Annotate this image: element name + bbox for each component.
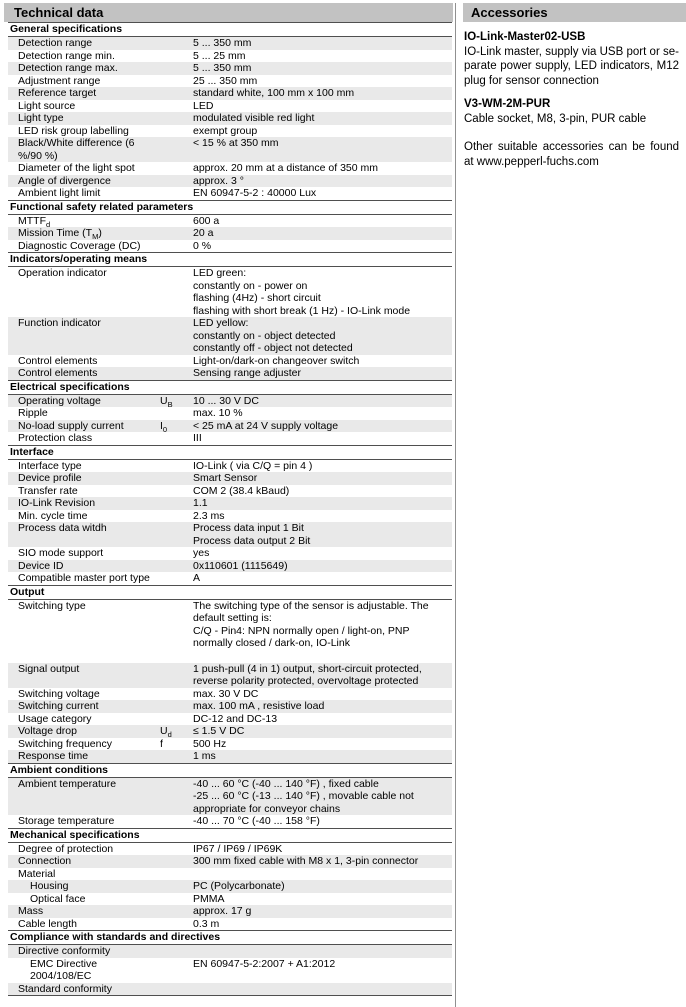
spec-value: 1 ms	[193, 750, 216, 762]
spec-symbol: f	[160, 737, 163, 750]
spec-symbol	[160, 778, 193, 816]
spec-label: Degree of protection	[18, 842, 114, 855]
spec-value: 500 Hz	[193, 737, 227, 750]
spec-row	[8, 112, 452, 125]
spec-value: LED green: constantly on - power on flashing (4Hz) - short circuit flashing with short break (1 Hz) - IO-Link mode	[193, 267, 411, 317]
spec-label: Response time	[18, 750, 89, 762]
spec-label: Signal output	[18, 662, 80, 675]
spec-row	[8, 37, 452, 50]
accessory-name: IO-Link-Master02-USB	[464, 31, 586, 43]
accessory-description: IO-Link master, supply via USB port or separate power supply, LED indicators, M12 plug for sensor connection	[464, 45, 679, 87]
spec-symbol	[160, 945, 193, 958]
accessories-note	[464, 140, 679, 170]
spec-value: 20 a	[193, 227, 214, 239]
section-header	[8, 445, 452, 460]
spec-label: Interface type	[18, 459, 82, 472]
spec-value	[193, 945, 452, 958]
spec-label: Ripple	[18, 407, 48, 419]
spec-row	[8, 905, 452, 918]
spec-symbol	[160, 600, 193, 650]
spec-row	[8, 100, 452, 113]
spec-symbol	[160, 227, 193, 240]
spec-symbol	[160, 460, 193, 473]
spec-label: Min. cycle time	[18, 509, 88, 522]
spec-label: Device profile	[18, 472, 82, 484]
spec-row	[8, 600, 452, 650]
spec-symbol	[160, 175, 193, 188]
spec-label: Black/White difference (6 %/90 %)	[18, 137, 135, 162]
spec-value: 0.3 m	[193, 917, 220, 930]
spec-value: 25 ... 350 mm	[193, 74, 258, 87]
spec-row	[8, 572, 452, 585]
spec-row	[8, 317, 452, 355]
spec-label: Function indicator	[18, 317, 101, 329]
spec-label: Switching frequency	[18, 737, 112, 750]
accessory-description: Cable socket, M8, 3-pin, PUR cable	[464, 112, 647, 125]
spec-value: standard white, 100 mm x 100 mm	[193, 87, 355, 99]
spec-symbol	[160, 317, 193, 355]
accessories-list	[464, 30, 679, 126]
spec-symbol	[160, 485, 193, 498]
spec-symbol	[160, 37, 193, 50]
section-header	[8, 22, 452, 37]
spec-symbol	[160, 983, 193, 996]
technical-data-title: Technical data	[4, 3, 453, 22]
spec-label: Detection range	[18, 37, 93, 49]
spec-label: Operating voltage	[18, 394, 101, 407]
spec-row	[8, 497, 452, 510]
spec-symbol	[160, 918, 193, 931]
spec-label: Switching voltage	[18, 687, 100, 700]
spec-symbol: $U_B$	[160, 394, 173, 409]
spec-label: Adjustment range	[18, 74, 101, 87]
spec-row	[8, 50, 452, 63]
spec-row	[8, 945, 452, 958]
spec-label: Control elements	[18, 367, 98, 379]
spec-symbol	[160, 407, 193, 420]
spec-row	[8, 187, 452, 200]
spec-symbol	[160, 472, 193, 485]
spec-label: Light type	[18, 112, 64, 124]
spec-row	[8, 855, 452, 868]
spec-value: 1 push-pull (4 in 1) output, short-circuit protected, reverse polarity protected, overvoltage protected	[193, 662, 422, 687]
spec-value: PMMA	[193, 892, 225, 905]
spec-symbol	[160, 880, 193, 893]
spec-value: 5 ... 25 mm	[193, 49, 246, 62]
spec-value: 1.1	[193, 497, 208, 509]
spec-symbol	[160, 663, 193, 688]
spec-symbol	[160, 100, 193, 113]
spec-value: 300 mm fixed cable with M8 x 1, 3-pin connector	[193, 855, 419, 867]
section-header	[8, 200, 452, 215]
spec-row	[8, 407, 452, 420]
spec-symbol	[160, 267, 193, 317]
spec-symbol	[160, 958, 193, 983]
table-bottom-border	[8, 995, 452, 996]
spec-symbol	[160, 560, 193, 573]
spec-label: Protection class	[18, 432, 93, 444]
spec-row	[8, 700, 452, 713]
spec-value: DC-12 and DC-13	[193, 712, 278, 725]
spec-row	[8, 868, 452, 881]
spec-row	[8, 958, 452, 983]
spec-label: Optical face	[30, 892, 86, 905]
spec-value: modulated visible red light	[193, 112, 315, 124]
spec-label: Diameter of the light spot	[18, 162, 135, 174]
spec-symbol	[160, 112, 193, 125]
spec-symbol	[160, 750, 193, 763]
spec-value: LED yellow: constantly on - object detected constantly off - object not detected	[193, 317, 353, 354]
spec-row	[8, 815, 452, 828]
spec-label: Ambient temperature	[18, 777, 117, 790]
spec-symbol	[160, 432, 193, 445]
spec-symbol	[160, 187, 193, 200]
spec-label: Detection range max.	[18, 62, 118, 74]
spec-label: Material	[18, 867, 56, 880]
spec-symbol	[160, 240, 193, 253]
row-spacer	[4, 650, 453, 663]
spec-value: max. 10 %	[193, 407, 243, 419]
spec-table	[4, 22, 453, 995]
spec-label: Device ID	[18, 559, 64, 572]
spec-row	[8, 725, 452, 738]
spec-label: Process data witdh	[18, 522, 107, 534]
section-header	[8, 930, 452, 945]
spec-value: 2.3 ms	[193, 509, 225, 522]
section-header-label: General specifications	[10, 23, 123, 35]
spec-label: IO-Link Revision	[18, 497, 96, 509]
spec-label: Cable length	[18, 917, 77, 930]
spec-symbol	[160, 700, 193, 713]
spec-row	[8, 918, 452, 931]
spec-symbol	[160, 688, 193, 701]
spec-row	[8, 432, 452, 445]
spec-value: 5 ... 350 mm	[193, 37, 252, 49]
spec-value: III	[193, 432, 202, 444]
spec-value: -40 ... 60 °C (-40 ... 140 °F) , fixed cable -25 ... 60 °C (-13 ... 140 °F) , movable cable not appropriate for conveyor chains	[193, 777, 414, 815]
spec-symbol	[160, 75, 193, 88]
spec-row	[8, 688, 452, 701]
spec-row	[8, 738, 452, 751]
spec-symbol	[160, 547, 193, 560]
spec-label: $MTTF_d$	[18, 214, 51, 229]
spec-value: approx. 3 °	[193, 174, 244, 187]
spec-label: SIO mode support	[18, 547, 104, 559]
spec-row	[8, 460, 452, 473]
spec-label: Storage temperature	[18, 815, 115, 827]
spec-symbol	[160, 713, 193, 726]
spec-value: Smart Sensor	[193, 472, 258, 484]
spec-label: Usage category	[18, 712, 92, 725]
spec-label: Angle of divergence	[18, 174, 111, 187]
spec-row	[8, 227, 452, 240]
spec-label: Compatible master port type	[18, 572, 150, 584]
spec-symbol: $I_0$	[160, 419, 168, 434]
spec-row	[8, 663, 452, 688]
section-header-label: Ambient conditions	[10, 763, 108, 776]
spec-label: Switching type	[18, 599, 86, 612]
section-header	[8, 828, 452, 843]
spec-row	[8, 175, 452, 188]
spec-symbol	[160, 215, 193, 228]
spec-label: Light source	[18, 99, 76, 112]
spec-row	[8, 395, 452, 408]
section-header-label: Mechanical specifications	[10, 828, 140, 841]
spec-symbol	[160, 162, 193, 175]
section-header	[8, 585, 452, 600]
spec-label: LED risk group labelling	[18, 124, 129, 137]
spec-symbol	[160, 125, 193, 138]
spec-symbol	[160, 843, 193, 856]
spec-label: Reference target	[18, 87, 97, 99]
spec-row	[8, 547, 452, 560]
spec-symbol	[160, 355, 193, 368]
spec-symbol	[160, 522, 193, 547]
spec-row	[8, 420, 452, 433]
spec-row	[8, 215, 452, 228]
spec-row	[8, 240, 452, 253]
accessory-item	[464, 30, 679, 88]
spec-value: approx. 17 g	[193, 905, 252, 917]
spec-value: max. 30 V DC	[193, 687, 259, 700]
spec-value: < 25 mA at 24 V supply voltage	[193, 419, 339, 432]
spec-value: IO-Link ( via C/Q = pin 4 )	[193, 459, 313, 472]
section-header-label: Indicators/operating means	[10, 253, 148, 265]
spec-value: 10 ... 30 V DC	[193, 394, 259, 407]
spec-row	[8, 367, 452, 380]
spec-row	[8, 267, 452, 317]
spec-label: Detection range min.	[18, 49, 115, 62]
section-header-label: Electrical specifications	[10, 380, 130, 393]
accessory-item	[464, 97, 679, 126]
spec-symbol	[160, 855, 193, 868]
accessories-website-link[interactable]: www.pepperl-fuchs.com	[476, 156, 599, 168]
spec-symbol: $U_d$	[160, 725, 172, 740]
spec-label: Mass	[18, 905, 44, 917]
spec-value: 0 %	[193, 239, 212, 252]
spec-row	[8, 510, 452, 523]
spec-value: PC (Polycarbonate)	[193, 880, 285, 892]
section-header	[8, 763, 452, 778]
spec-label: Transfer rate	[18, 484, 78, 497]
spec-value: LED	[193, 99, 214, 112]
spec-value: yes	[193, 547, 210, 559]
spec-value: 600 a	[193, 214, 220, 227]
spec-label: Voltage drop	[18, 725, 77, 737]
spec-value: Sensing range adjuster	[193, 367, 301, 379]
spec-value: < 15 % at 350 mm	[193, 137, 279, 149]
spec-symbol	[160, 50, 193, 63]
spec-symbol	[160, 815, 193, 828]
accessories-body	[463, 22, 686, 170]
section-header-label: Output	[10, 585, 45, 598]
spec-value: EN 60947-5-2 : 40000 Lux	[193, 187, 317, 199]
spec-label: Standard conformity	[18, 982, 112, 995]
spec-value: 0x110601 (1115649)	[193, 559, 288, 572]
spec-row	[8, 522, 452, 547]
spec-value: ≤ 1.5 V DC	[193, 725, 245, 737]
spec-row	[8, 880, 452, 893]
accessories-title: Accessories	[463, 3, 686, 22]
spec-value: Light-on/dark-on changeover switch	[193, 354, 360, 367]
section-header-label: Functional safety related parameters	[10, 200, 194, 213]
spec-label: Ambient light limit	[18, 187, 101, 199]
section-header-label: Interface	[10, 445, 54, 458]
spec-value: EN 60947-5-2:2007 + A1:2012	[193, 957, 336, 970]
accessories-note-text: Other suitable accessories can be found at	[464, 141, 679, 168]
spec-value	[193, 868, 452, 881]
spec-row	[8, 472, 452, 485]
spec-label: Directive conformity	[18, 945, 111, 957]
spec-label: Operation indicator	[18, 267, 107, 279]
column-divider	[455, 3, 456, 1007]
spec-value: exempt group	[193, 124, 258, 137]
spec-label: Connection	[18, 855, 72, 867]
spec-row	[8, 162, 452, 175]
spec-row	[8, 355, 452, 368]
spec-symbol	[160, 510, 193, 523]
spec-row	[8, 983, 452, 996]
spec-symbol	[160, 868, 193, 881]
spec-label: Housing	[30, 880, 69, 892]
spec-row	[8, 485, 452, 498]
spec-value: COM 2 (38.4 kBaud)	[193, 484, 290, 497]
technical-data-panel	[4, 3, 453, 1007]
spec-row	[8, 778, 452, 816]
spec-value: -40 ... 70 °C (-40 ... 158 °F)	[193, 815, 320, 827]
spec-row	[8, 87, 452, 100]
spec-label: EMC Directive 2004/108/EC	[30, 957, 98, 982]
spec-label: No-load supply current	[18, 419, 124, 432]
spec-symbol	[160, 137, 193, 162]
spec-label: Diagnostic Coverage (DC)	[18, 239, 141, 252]
spec-label: Switching current	[18, 700, 99, 712]
spec-row	[8, 560, 452, 573]
spec-value: A	[193, 572, 201, 584]
section-header	[8, 380, 452, 395]
spec-value: 5 ... 350 mm	[193, 62, 252, 74]
spec-row	[8, 62, 452, 75]
spec-value: approx. 20 mm at a distance of 350 mm	[193, 162, 379, 174]
spec-row	[8, 750, 452, 763]
accessory-name: V3-WM-2M-PUR	[464, 98, 551, 110]
spec-symbol	[160, 87, 193, 100]
spec-symbol	[160, 367, 193, 380]
spec-row	[8, 843, 452, 856]
spec-value	[193, 983, 452, 996]
spec-row	[8, 893, 452, 906]
section-header-label: Compliance with standards and directives	[10, 931, 221, 943]
spec-symbol	[160, 905, 193, 918]
spec-row	[8, 75, 452, 88]
spec-symbol	[160, 572, 193, 585]
spec-label: Mission Time $(T_M)$	[18, 227, 102, 242]
spec-value: max. 100 mA , resistive load	[193, 700, 325, 712]
spec-symbol	[160, 497, 193, 510]
section-header	[8, 252, 452, 267]
accessories-panel	[463, 3, 686, 1007]
spec-label: Control elements	[18, 354, 98, 367]
spec-row	[8, 713, 452, 726]
spec-row	[8, 137, 452, 162]
spec-symbol	[160, 893, 193, 906]
spec-symbol	[160, 62, 193, 75]
spec-row	[8, 125, 452, 138]
spec-value: Process data input 1 Bit Process data output 2 Bit	[193, 522, 311, 547]
spec-value: IP67 / IP69 / IP69K	[193, 842, 283, 855]
spec-value: The switching type of the sensor is adjustable. The default setting is: C/Q - Pin4: NPN normally open / light-on, PNP normally closed / dark-on, IO-Link	[193, 599, 429, 649]
